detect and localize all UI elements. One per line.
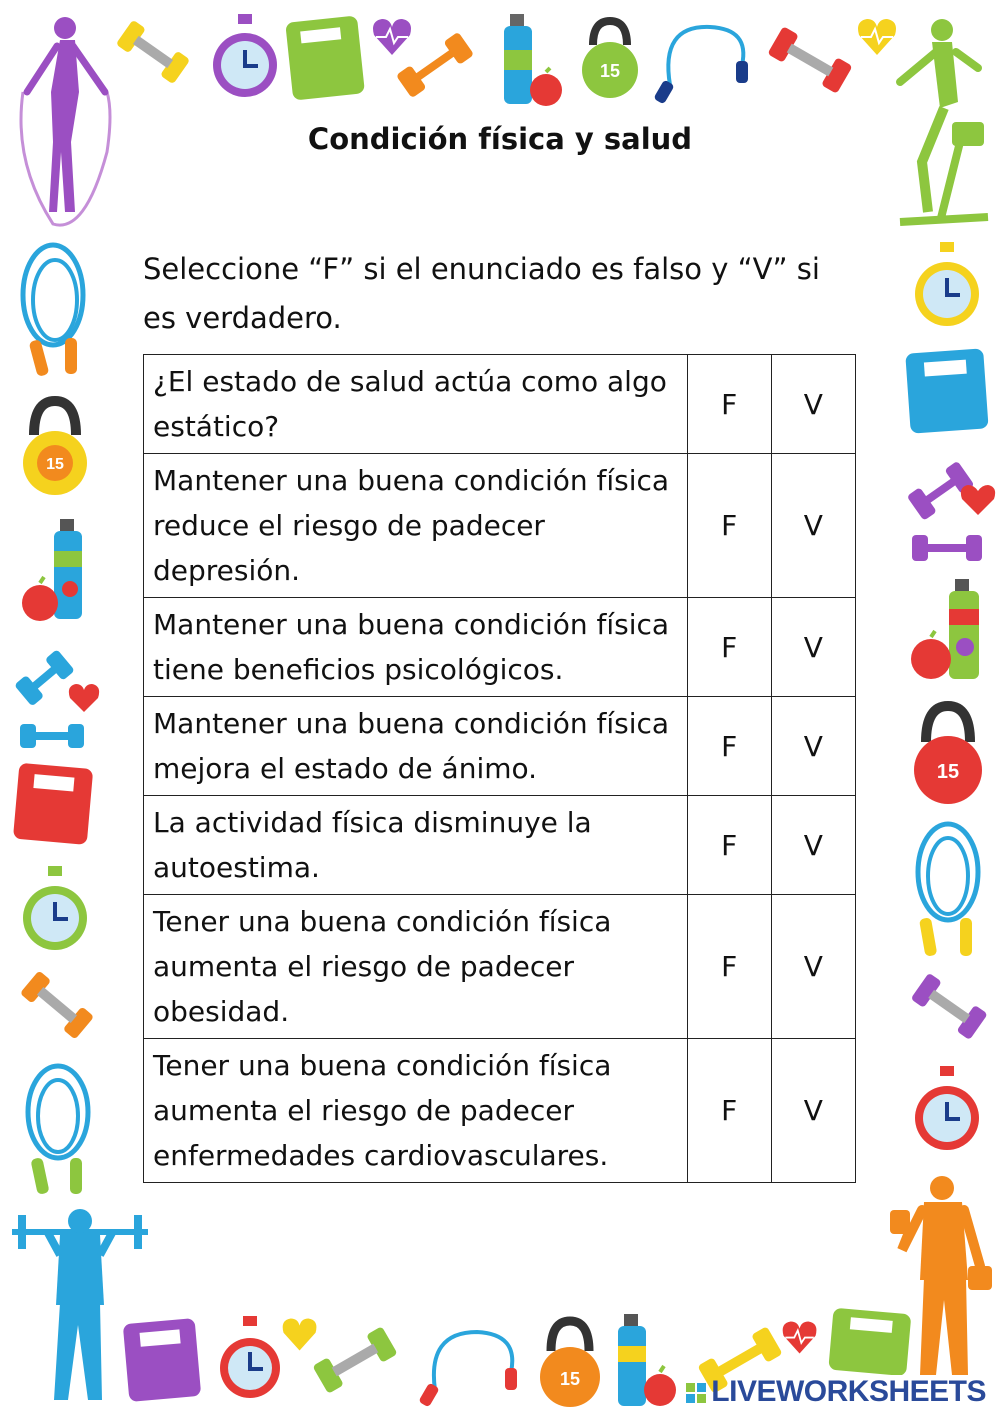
svg-text:15: 15 <box>936 761 960 783</box>
false-option[interactable]: F <box>687 454 771 598</box>
jump-rope-icon <box>415 1318 525 1408</box>
question-row <box>144 598 856 697</box>
dumbbell-icon <box>15 960 100 1050</box>
scale-icon <box>825 1305 915 1375</box>
question-statement: Mantener una buena condición física mejora el estado de ánimo. <box>144 697 688 796</box>
scale-icon <box>285 15 365 100</box>
dumbbell-heart-icon <box>10 640 100 750</box>
question-statement: Mantener una buena condición física tiene beneficios psicológicos. <box>144 598 688 697</box>
liveworksheets-logo-text: LIVEWORKSHEETS <box>711 1375 986 1408</box>
svg-text:15: 15 <box>559 1369 581 1389</box>
dumbbell-icon <box>108 12 198 92</box>
question-row <box>144 1039 856 1183</box>
jump-rope-icon <box>908 818 988 963</box>
stopwatch-icon <box>910 238 985 333</box>
false-option[interactable]: F <box>687 355 771 454</box>
question-row <box>144 355 856 454</box>
false-option[interactable]: F <box>687 697 771 796</box>
true-option[interactable]: V <box>771 598 855 697</box>
question-statement: Tener una buena condición física aumenta el riesgo de padecer obesidad. <box>144 895 688 1039</box>
dumbbell-heart-icon <box>902 455 997 565</box>
false-option[interactable]: F <box>687 598 771 697</box>
true-option[interactable]: V <box>771 796 855 895</box>
false-option[interactable]: F <box>687 1039 771 1183</box>
jump-rope-icon <box>650 15 755 105</box>
water-bottle-icon <box>612 1310 682 1410</box>
question-row <box>144 895 856 1039</box>
true-option[interactable]: V <box>771 355 855 454</box>
stopwatch-icon <box>210 10 280 105</box>
water-bottle-icon <box>18 515 93 625</box>
svg-text:15: 15 <box>599 61 621 81</box>
page-title: Condición física y salud <box>307 122 693 156</box>
svg-text:15: 15 <box>46 456 64 473</box>
stopwatch-icon <box>18 862 93 957</box>
true-false-table <box>143 354 856 1183</box>
false-option[interactable]: F <box>687 796 771 895</box>
dumbbell-icon <box>385 25 485 105</box>
kettlebell-icon <box>908 700 988 810</box>
instructions-text: Seleccione “F” si el enunciado es falso y “V” si es verdadero. <box>143 252 820 335</box>
scale-icon <box>10 760 100 850</box>
liveworksheets-logo-icon <box>685 1382 707 1404</box>
question-statement: ¿El estado de salud actúa como algo estático? <box>144 355 688 454</box>
true-option[interactable]: V <box>771 1039 855 1183</box>
question-statement: La actividad física disminuye la autoestima. <box>144 796 688 895</box>
kettlebell-icon <box>18 395 93 500</box>
stopwatch-icon <box>215 1312 285 1407</box>
scale-icon <box>900 345 995 440</box>
scale-icon <box>120 1315 205 1405</box>
true-option[interactable]: V <box>771 697 855 796</box>
dumbbell-icon <box>905 965 995 1050</box>
kettlebell-icon <box>575 15 645 100</box>
question-statement: Mantener una buena condición física reduce el riesgo de padecer depresión. <box>144 454 688 598</box>
dumbbell-icon <box>305 1318 405 1403</box>
true-option[interactable]: V <box>771 895 855 1039</box>
question-row <box>144 796 856 895</box>
question-statement: Tener una buena condición física aumenta el riesgo de padecer enfermedades cardiovasculares. <box>144 1039 688 1183</box>
jump-rope-icon <box>18 1060 98 1200</box>
question-row <box>144 454 856 598</box>
true-option[interactable]: V <box>771 454 855 598</box>
water-bottle-icon <box>500 10 565 108</box>
dumbbell-icon <box>760 20 860 100</box>
false-option[interactable]: F <box>687 895 771 1039</box>
question-row <box>144 697 856 796</box>
jump-rope-icon <box>15 240 95 385</box>
kettlebell-icon <box>535 1315 605 1410</box>
water-bottle-icon <box>905 575 990 685</box>
heart-icon <box>780 1318 820 1358</box>
stopwatch-icon <box>910 1062 985 1157</box>
liveworksheets-logo[interactable] <box>685 1375 986 1409</box>
